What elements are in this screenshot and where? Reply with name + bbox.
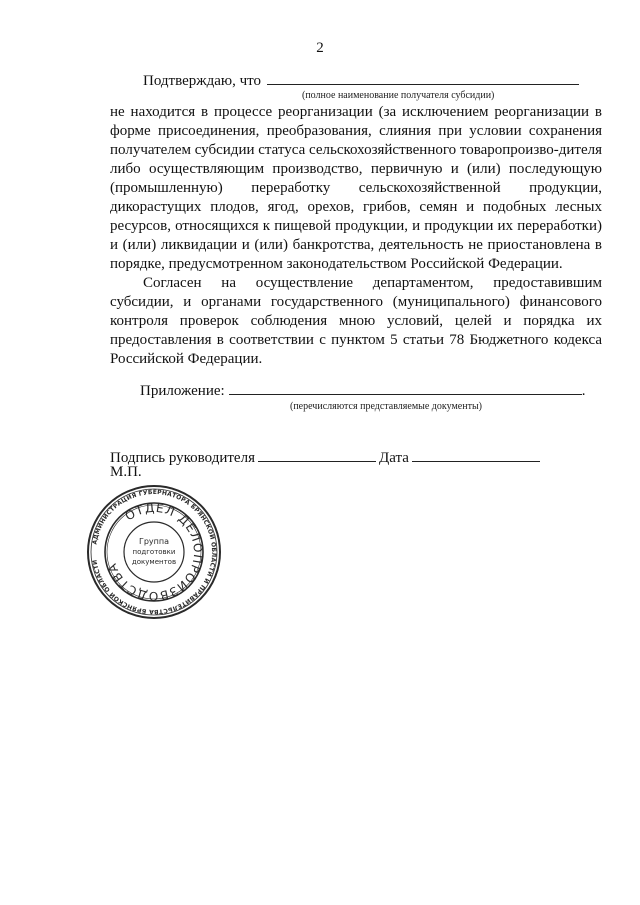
page-number: 2: [316, 40, 324, 56]
date-blank[interactable]: [412, 447, 540, 462]
seal-label: М.П.: [110, 464, 142, 480]
paragraph-consent: Согласен на осуществление департаментом, предоставившим субсидии, и органами государственного (муниципального) финансового контроля проверок соблюдения мною условий, целей и порядка их предоставления в соответствии с пунктом 5 статьи 78 Бюджетного кодекса Российской Федерации.: [110, 275, 602, 367]
stamp-inner-text: ОТДЕЛ ДЕЛОПРОИЗВОДСТВА: [104, 500, 206, 604]
annex-label: Приложение:: [140, 383, 225, 399]
confirm-line: [143, 70, 583, 90]
confirm-label: Подтверждаю, что: [143, 73, 262, 89]
annex-caption: (перечисляются представляемые документы): [290, 401, 483, 412]
declaration-body: [110, 103, 602, 369]
signature-line: [110, 447, 590, 467]
date-label: Дата: [378, 450, 409, 466]
stamp-center-line-3: документов: [131, 558, 177, 566]
annex-line: [140, 380, 590, 400]
paragraph-reorganization: не находится в процессе реорганизации (за исключением реорганизации в форме присоединения, преобразования, слияния при условии сохранения получателем субсидии статуса сельскохозяйственного товаропроизво-дителя либо осуществляющим производство, первичную и (или) последующую (промышленную) переработку сельскохозяйственной продукции, дикорастущих плодов, ягод, орехов, грибов, семян и подобных лесных ресурсов, относящихся к пищевой продукции, и продукции их переработки) и (или) ликвидации и (или) банкротства, деятельность не приостановлена в порядке, предусмотренном законодательством Российской Федерации.: [110, 104, 602, 272]
stamp-center-line-1: Группа: [138, 537, 170, 546]
recipient-caption: (полное наименование получателя субсидии): [302, 90, 495, 101]
annex-blank[interactable]: [229, 380, 582, 395]
stamp-outer-text: АДМИНИСТРАЦИЯ ГУБЕРНАТОРА БРЯНСКОЙ ОБЛАСТИ И ПРАВИТЕЛЬСТВА БРЯНСКОЙ ОБЛАСТИ: [91, 488, 218, 616]
annex-end: .: [581, 383, 586, 399]
signature-blank[interactable]: [258, 447, 376, 462]
recipient-name-blank[interactable]: [267, 70, 579, 85]
stamp-center-line-2: подготовки: [132, 548, 176, 556]
head-signature-label: Подпись руководителя: [110, 450, 255, 466]
stamp-seal: [86, 484, 222, 620]
